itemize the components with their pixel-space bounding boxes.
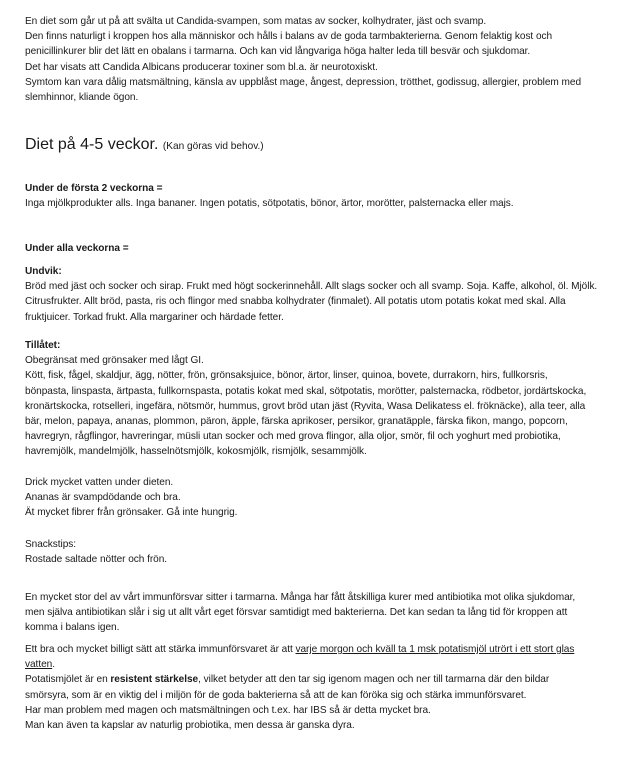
allowed-line: kronärtskocka, rotselleri, ingefära, nötsmör, hummus, grovt bröd utan jäst (Ryvita, Wasa Delikatess el. fröknäcke), alla teer, alla — [25, 400, 586, 412]
potato-line-6: Man kan även ta kapslar av naturlig probiotika, men dessa är ganska dyra. — [25, 720, 355, 732]
allowed-line: bär, melon, papaya, ananas, plommon, päron, äpple, färska aprikoser, persikor, granatäpple, färska fikon, mango, popcorn, — [25, 416, 568, 428]
potato-line-2 — [25, 657, 605, 672]
tip-line: Ananas är svampdödande och bra. — [25, 492, 181, 504]
potato-line-1-prefix: Ett bra och mycket billigt sätt att stärka immunförsvaret är att — [25, 644, 296, 655]
intro-line: penicillinkurer blir det lätt en obalans i tarmarna. Och kan vid långvariga höga halter leda till besvär och sjukdomar. — [25, 46, 531, 58]
intro-paragraph — [25, 14, 605, 105]
avoid-heading: Undvik: — [25, 266, 62, 277]
snacks-section — [25, 537, 605, 567]
potato-instruction-underlined: varje morgon och kväll ta 1 msk potatismjöl utrört i ett stort glas — [295, 644, 575, 655]
allowed-line: Kött, fisk, fågel, skaldjur, ägg, nötter, frön, grönsaksjuice, bönor, ärtor, linser, quinoa, bovete, durrakorn, hirs, fullkorsris, — [25, 370, 548, 382]
first-two-weeks-section — [25, 181, 605, 211]
allowed-line: bönpasta, linspasta, ärtpasta, fullkornspasta, potatis kokat med skal, sötpotatis, morötter, palsternacka, rödbetor, jordärtskocka, — [25, 385, 587, 397]
resistant-starch-bold: resistent stärkelse — [110, 674, 199, 686]
potato-line-3 — [25, 672, 605, 687]
avoid-line: fruktjuicer. Torkad frukt. Alla margariner och härdade fetter. — [25, 311, 284, 323]
potato-line-4: smörsyra, som är en viktig del i miljön för de goda bakterierna så att de kan föröka sig och stärka immunförsvaret. — [25, 689, 527, 701]
potato-instruction-underlined-end: vatten — [25, 659, 53, 671]
tip-line: Drick mycket vatten under dieten. — [25, 477, 174, 488]
snacks-heading: Snackstips: — [25, 539, 77, 550]
diet-subtitle: (Kan göras vid behov.) — [162, 141, 264, 152]
potato-line-3-suffix: , vilket betyder att den tar sig igenom magen och ner till tarmarna där den bildar — [198, 674, 550, 686]
immune-line: En mycket stor del av vårt immunförsvar sitter i tarmarna. Många har fått åtskilliga kurer med antibiotika mot olika sjukdomar, — [25, 592, 576, 603]
potato-paragraph — [25, 642, 605, 733]
avoid-line: Citrusfrukter. Allt bröd, pasta, ris och flingor med snabba kolhydrater (finmalet). All potatis utom potatis kokat med skal. Alla — [25, 296, 566, 308]
allowed-line: havregryn, rågflingor, havreringar, müsli utan socker och med grova flingor, alla oljor, smör, fil och yoghurt med probiotika, — [25, 431, 561, 443]
immune-paragraph — [25, 590, 605, 636]
diet-heading — [25, 136, 264, 156]
potato-line-3-prefix: Potatismjölet är en — [25, 674, 111, 686]
intro-line: Det har visats att Candida Albicans producerar toxiner som bl.a. är neurotoxiskt. — [25, 61, 378, 73]
intro-line: Den finns naturligt i kroppen hos alla människor och hålls i balans av de goda tarmbakterierna. Genom felaktig kost och — [25, 31, 553, 43]
allowed-line: havremjölk, mandelmjölk, hasselnötsmjölk, kokosmjölk, rismjölk, sesammjölk. — [25, 446, 367, 458]
first-two-weeks-text: Inga mjölkprodukter alls. Inga bananer. Ingen potatis, sötpotatis, bönor, ärtor, morötter, palsternacka eller majs. — [25, 198, 514, 210]
potato-line-2-suffix: . — [52, 659, 55, 671]
intro-line: slemhinnor, kliande ögon. — [25, 92, 139, 104]
first-two-weeks-heading: Under de första 2 veckorna = — [25, 183, 163, 194]
allowed-heading: Tillåtet: — [25, 340, 61, 351]
intro-line: Symtom kan vara dålig matsmältning, känsla av uppblåst mage, ångest, depression, trötthet, godissug, allergier, problem med — [25, 76, 582, 88]
intro-line: En diet som går ut på att svälta ut Candida-svampen, som matas av socker, kolhydrater, jäst och svamp. — [25, 16, 487, 27]
diet-title: Diet på 4-5 veckor. — [25, 136, 159, 153]
immune-line: men själva antibiotikan slår i sig ut allt vårt eget försvar samtidigt med bakterierna. Det kan sedan ta lång tid för kroppen att — [25, 607, 568, 619]
all-weeks-heading: Under alla veckorna = — [25, 243, 129, 254]
snacks-text: Rostade saltade nötter och frön. — [25, 554, 168, 566]
immune-line: komma i balans igen. — [25, 622, 120, 634]
tip-line: Ät mycket fibrer från grönsaker. Gå inte hungrig. — [25, 507, 238, 519]
potato-line-1 — [25, 642, 605, 657]
potato-line-5: Har man problem med magen och matsmältningen och t.ex. har IBS så är detta mycket bra. — [25, 704, 431, 716]
allowed-line: Obegränsat med grönsaker med lågt GI. — [25, 355, 204, 367]
avoid-section — [25, 264, 605, 325]
tips-section — [25, 475, 605, 521]
allowed-section — [25, 338, 605, 460]
avoid-line: Bröd med jäst och socker och sirap. Frukt med högt sockerinnehåll. Allt slags socker och all svamp. Soja. Kaffe, alkohol, öl. Mjölk. — [25, 281, 598, 293]
all-weeks-heading-block — [25, 241, 605, 256]
